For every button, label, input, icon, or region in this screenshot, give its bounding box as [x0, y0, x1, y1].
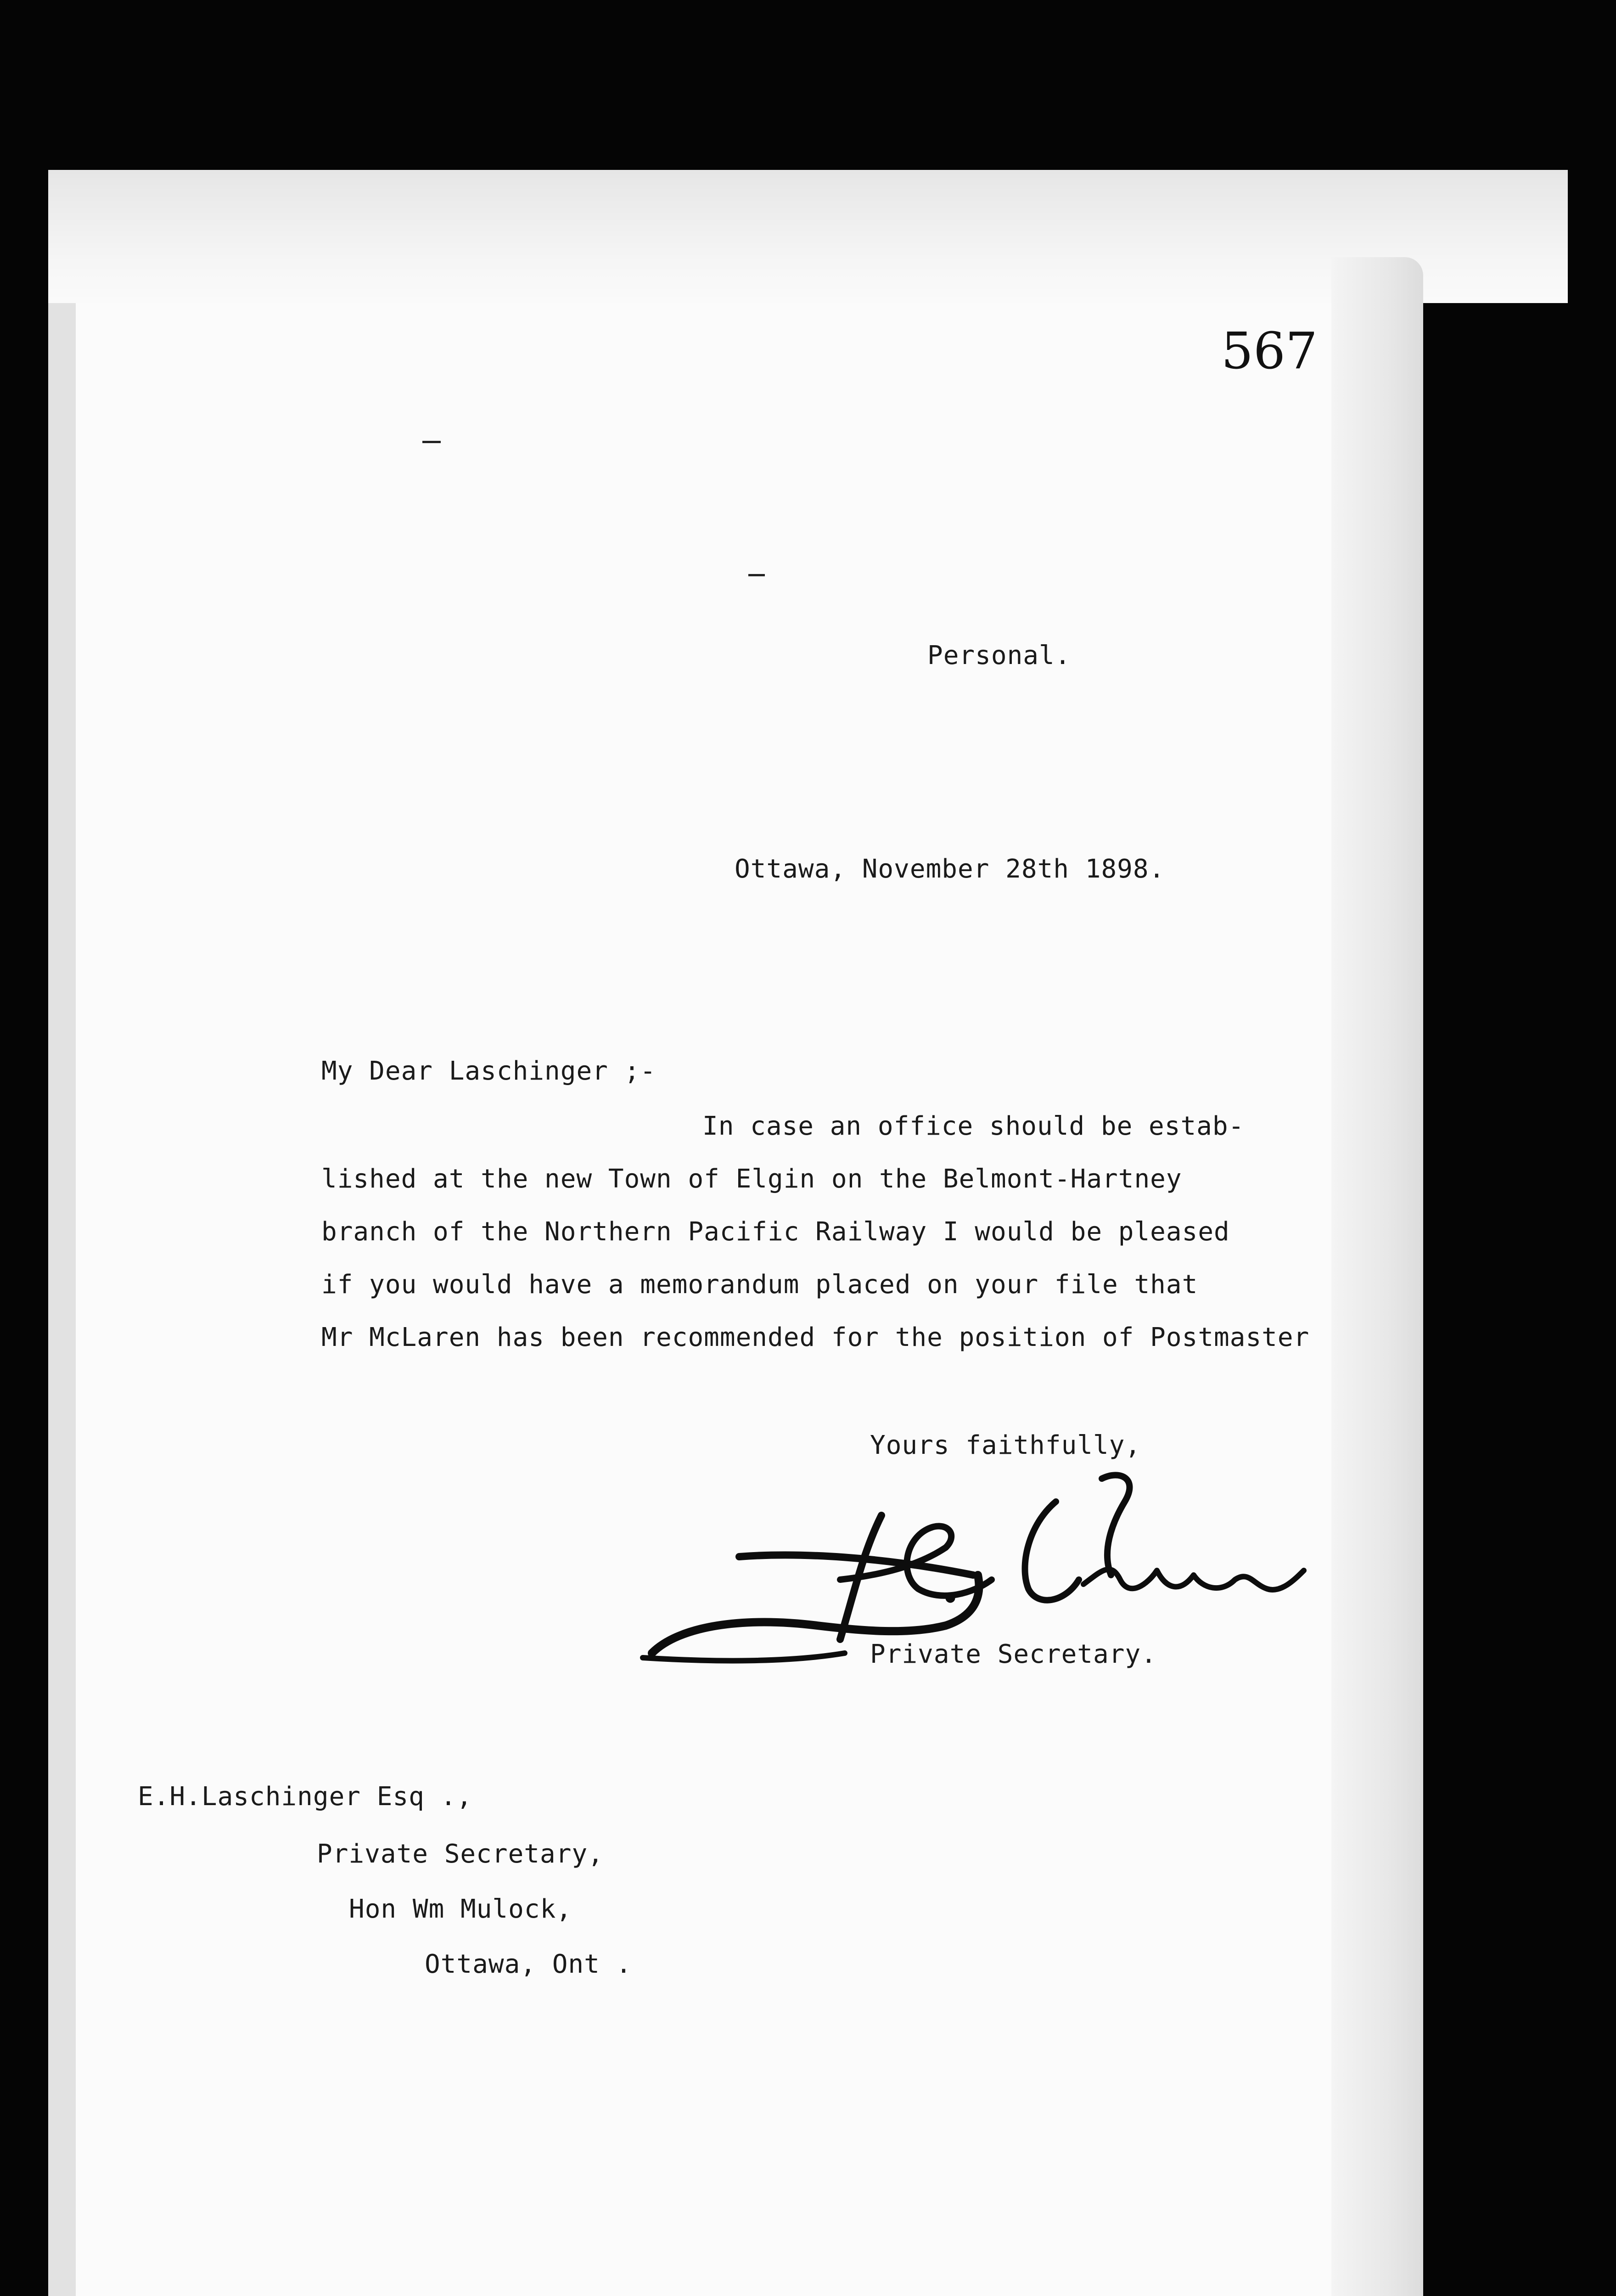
recipient-city: Ottawa, Ont . [425, 1949, 632, 1979]
stray-mark [748, 574, 765, 576]
recipient-office: Hon Wm Mulock, [349, 1894, 572, 1924]
body-line-3: branch of the Northern Pacific Railway I would be pleased [321, 1217, 1230, 1247]
dateline: Ottawa, November 28th 1898. [735, 854, 1165, 884]
personal-heading: Personal. [927, 641, 1071, 670]
closing: Yours faithfully, [870, 1430, 1141, 1460]
sheet-right-curl [1331, 257, 1423, 2296]
salutation: My Dear Laschinger ;- [321, 1056, 656, 1086]
sheet-left-shadow [48, 303, 76, 2296]
body-line-4: if you would have a memorandum placed on your file that [321, 1270, 1198, 1300]
body-line-1: In case an office should be estab- [702, 1111, 1245, 1141]
page-number: 567 [1221, 321, 1318, 380]
stray-mark [422, 441, 441, 443]
signature-title: Private Secretary. [870, 1639, 1157, 1669]
recipient-title: Private Secretary, [317, 1839, 604, 1869]
body-line-5: Mr McLaren has been recommended for the position of Postmaster [321, 1322, 1310, 1352]
body-line-2: lished at the new Town of Elgin on the Belmont-Hartney [321, 1164, 1182, 1194]
recipient-name: E.H.Laschinger Esq ., [138, 1782, 473, 1812]
